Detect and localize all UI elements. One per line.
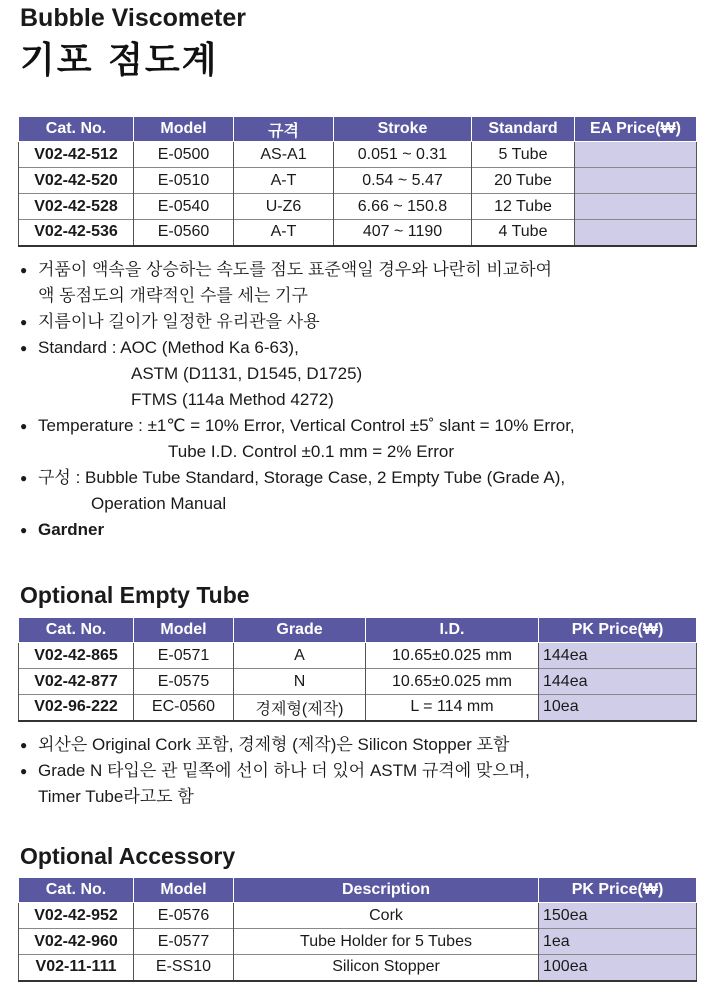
col-header: Model (134, 618, 234, 643)
ea-price (575, 168, 697, 194)
table-header-row (19, 117, 697, 142)
stroke: 0.54 ~ 5.47 (334, 168, 472, 194)
empty-tube-notes (20, 732, 530, 810)
model: E-0510 (134, 168, 234, 194)
model: E-SS10 (134, 955, 234, 981)
note-item: ● 구성 : Bubble Tube Standard, Storage Case, 2 Empty Tube (Grade A), Operation Manual (20, 465, 575, 517)
note-item: ● 거품이 액속을 상승하는 속도를 점도 표준액일 경우와 나란히 비교하여 액 동점도의 개략적인 수를 세는 기구 (20, 257, 575, 309)
table-row (19, 168, 697, 194)
col-header: Description (234, 878, 539, 903)
section-title-empty-tube: Optional Empty Tube (20, 582, 250, 608)
col-header: Standard (472, 117, 575, 142)
model: E-0575 (134, 669, 234, 695)
standard: 4 Tube (472, 220, 575, 246)
standard: 12 Tube (472, 194, 575, 220)
spec: A-T (234, 220, 334, 246)
table-row (19, 220, 697, 246)
table-row (19, 903, 697, 929)
ea-price (575, 142, 697, 168)
col-header: Model (134, 117, 234, 142)
model: EC-0560 (134, 695, 234, 721)
spec: AS-A1 (234, 142, 334, 168)
cat-no: V02-42-960 (19, 929, 134, 955)
empty-tube-table (18, 617, 697, 722)
ea-price (575, 220, 697, 246)
grade: 경제형(제작) (234, 695, 366, 721)
cat-no: V02-42-520 (19, 168, 134, 194)
cat-no: V02-42-865 (19, 643, 134, 669)
description: Tube Holder for 5 Tubes (234, 929, 539, 955)
inner-diameter: L = 114 mm (366, 695, 539, 721)
section-title-accessory: Optional Accessory (20, 843, 236, 869)
description: Silicon Stopper (234, 955, 539, 981)
viscometer-table (18, 116, 697, 247)
product-notes (20, 257, 575, 543)
table-row (19, 695, 697, 721)
col-header: Model (134, 878, 234, 903)
note-item: ● Gardner (20, 517, 575, 543)
table-header-row (19, 618, 697, 643)
model: E-0540 (134, 194, 234, 220)
pk-price: 150ea (539, 903, 697, 929)
model: E-0500 (134, 142, 234, 168)
model: E-0576 (134, 903, 234, 929)
page-title-ko: 기포 점도계 (20, 40, 219, 81)
grade: N (234, 669, 366, 695)
stroke: 6.66 ~ 150.8 (334, 194, 472, 220)
model: E-0571 (134, 643, 234, 669)
note-item: ● Grade N 타입은 관 밑쪽에 선이 하나 더 있어 ASTM 규격에 맞으며, Timer Tube라고도 함 (20, 758, 530, 810)
cat-no: V02-11-111 (19, 955, 134, 981)
note-item: ● Temperature : ±1℃ = 10% Error, Vertical Control ±5˚ slant = 10% Error, Tube I.D. Control ±0.1 mm = 2% Error (20, 413, 575, 465)
note-item: ● 외산은 Original Cork 포함, 경제형 (제작)은 Silicon Stopper 포함 (20, 732, 530, 758)
page-title-en: Bubble Viscometer (20, 4, 247, 32)
pk-price: 144ea (539, 669, 697, 695)
stroke: 407 ~ 1190 (334, 220, 472, 246)
col-header: PK Price(₩) (539, 878, 697, 903)
col-header: I.D. (366, 618, 539, 643)
cat-no: V02-42-528 (19, 194, 134, 220)
pk-price: 10ea (539, 695, 697, 721)
table-row (19, 643, 697, 669)
standard: 20 Tube (472, 168, 575, 194)
col-header: Cat. No. (19, 117, 134, 142)
table-row (19, 955, 697, 981)
table-header-row (19, 878, 697, 903)
col-header: Grade (234, 618, 366, 643)
cat-no: V02-42-536 (19, 220, 134, 246)
cat-no: V02-42-877 (19, 669, 134, 695)
stroke: 0.051 ~ 0.31 (334, 142, 472, 168)
cat-no: V02-42-952 (19, 903, 134, 929)
col-header: Cat. No. (19, 618, 134, 643)
model: E-0577 (134, 929, 234, 955)
cat-no: V02-96-222 (19, 695, 134, 721)
pk-price: 1ea (539, 929, 697, 955)
inner-diameter: 10.65±0.025 mm (366, 643, 539, 669)
col-header: PK Price(₩) (539, 618, 697, 643)
model: E-0560 (134, 220, 234, 246)
inner-diameter: 10.65±0.025 mm (366, 669, 539, 695)
spec: U-Z6 (234, 194, 334, 220)
description: Cork (234, 903, 539, 929)
accessory-table (18, 877, 697, 982)
spec: A-T (234, 168, 334, 194)
table-row (19, 929, 697, 955)
note-item: ● Standard : AOC (Method Ka 6-63), ASTM (D1131, D1545, D1725) FTMS (114a Method 4272) (20, 335, 575, 413)
col-header: Cat. No. (19, 878, 134, 903)
table-row (19, 142, 697, 168)
pk-price: 144ea (539, 643, 697, 669)
table-row (19, 669, 697, 695)
cat-no: V02-42-512 (19, 142, 134, 168)
ea-price (575, 194, 697, 220)
col-header: 규격 (234, 117, 334, 142)
col-header: EA Price(₩) (575, 117, 697, 142)
standard: 5 Tube (472, 142, 575, 168)
grade: A (234, 643, 366, 669)
pk-price: 100ea (539, 955, 697, 981)
col-header: Stroke (334, 117, 472, 142)
note-item: ● 지름이나 길이가 일정한 유리관을 사용 (20, 309, 575, 335)
table-row (19, 194, 697, 220)
